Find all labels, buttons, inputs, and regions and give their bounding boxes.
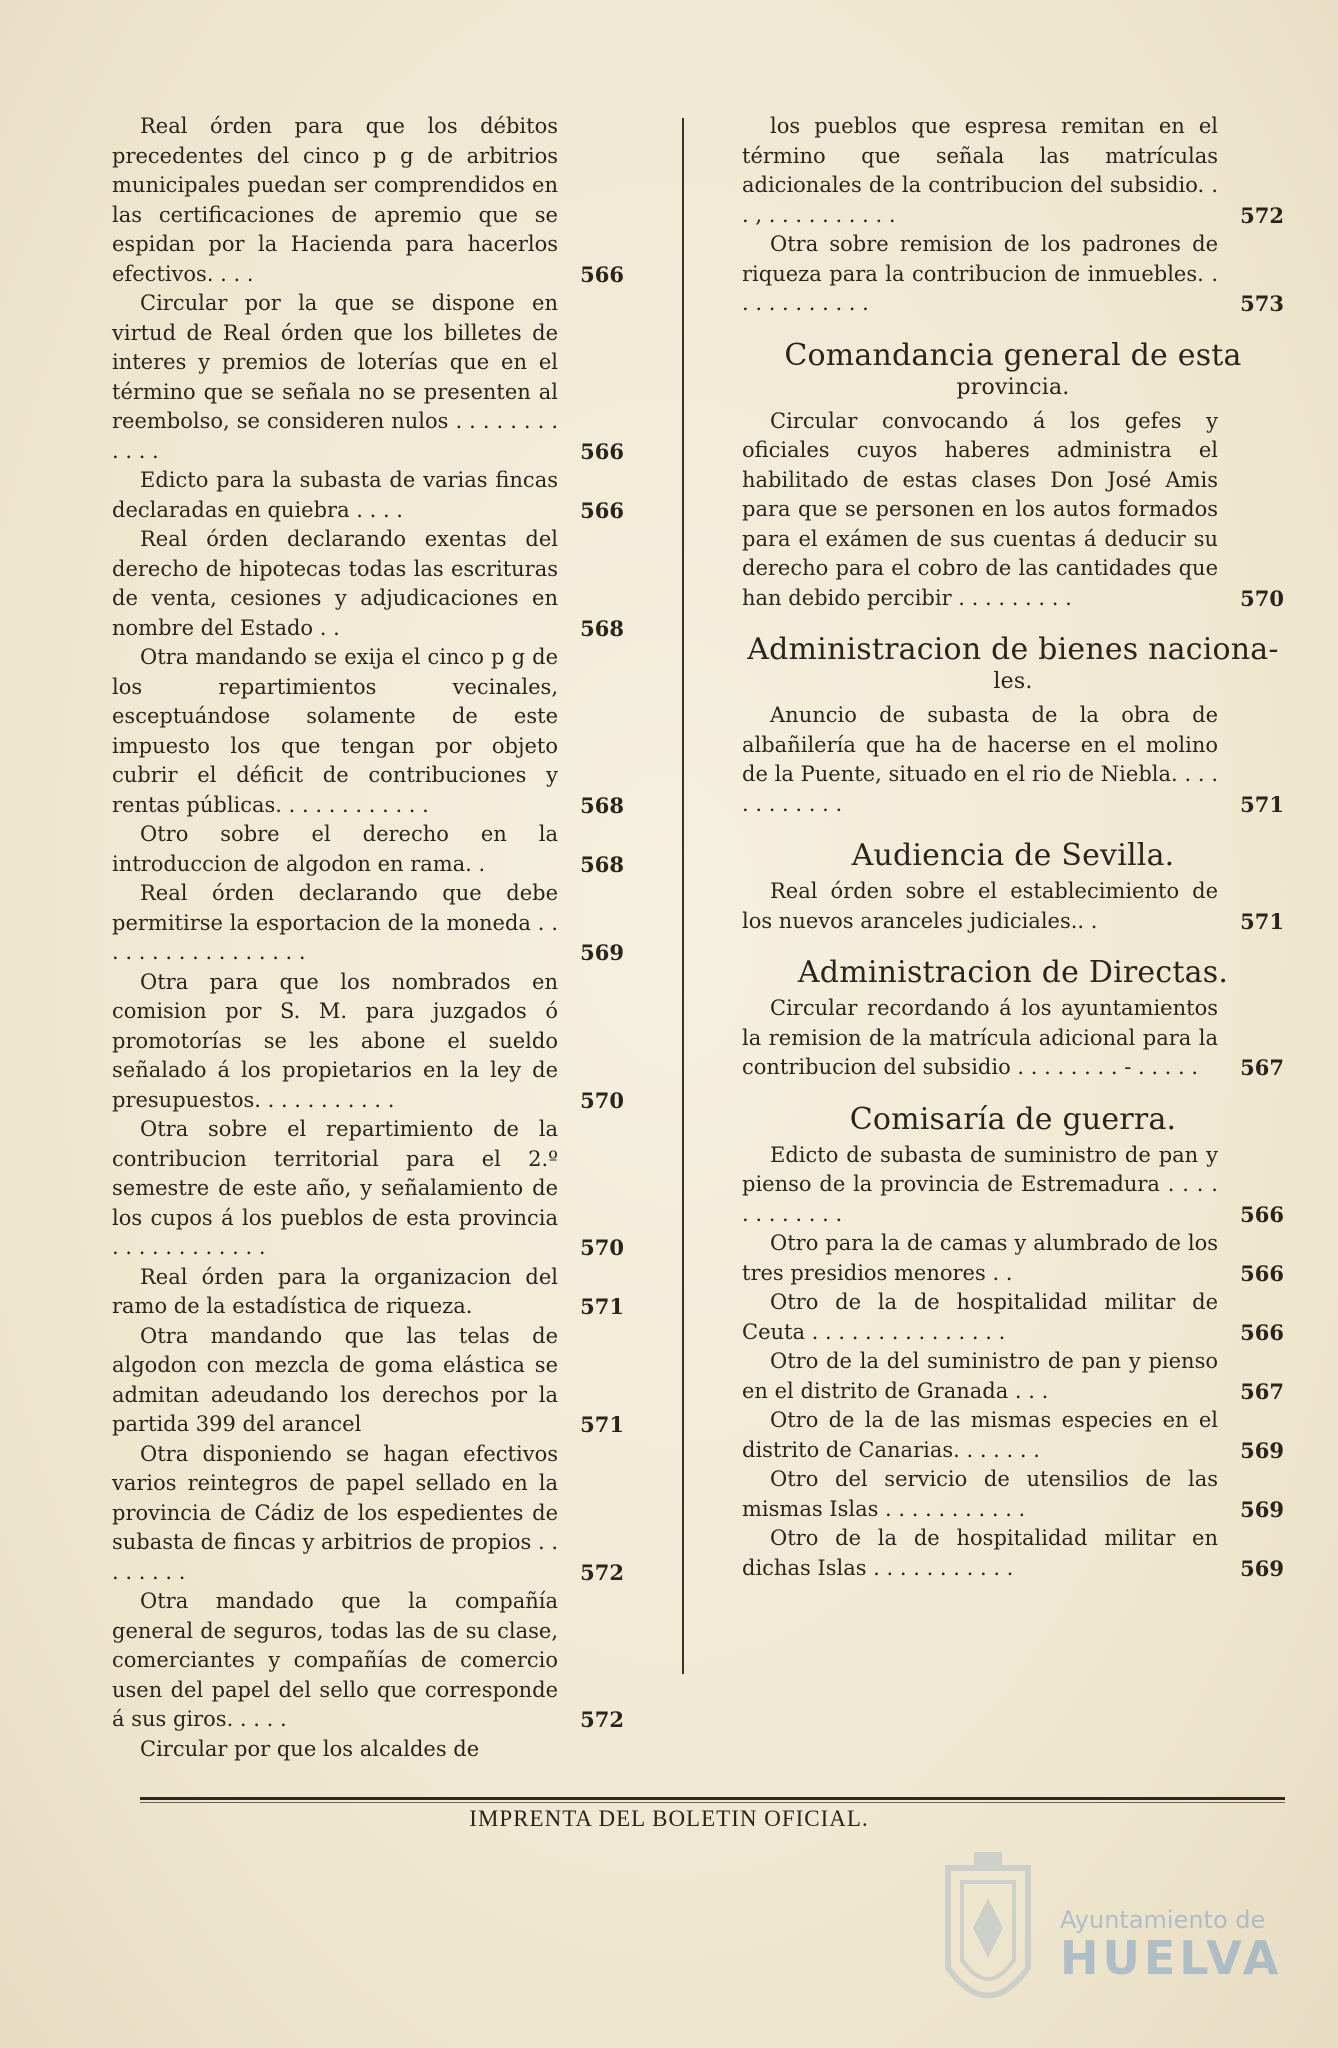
- entry-text: Anuncio de subasta de la obra de albañilería que ha de hacerse en el molino de la Puente, situado en el rio de Niebla. . . . . . . . . . . .: [742, 703, 1218, 816]
- section-heading-text: Comandancia general de esta: [784, 337, 1242, 373]
- index-entry: [742, 1347, 1284, 1406]
- index-entry: [742, 877, 1284, 936]
- section-heading: [742, 633, 1284, 697]
- entry-text: Otra mandando se exija el cinco p g de los repartimientos vecinales, esceptuándose solamente de este impuesto los que tengan por objeto cubrir el déficit de contribuciones y rentas públicas. . . . . . . . . . . .: [112, 645, 558, 817]
- section-heading: [742, 839, 1284, 873]
- page-number: 569: [580, 940, 624, 965]
- section-heading-text: Administracion de bienes naciona-: [747, 632, 1279, 667]
- index-entry: [742, 994, 1284, 1083]
- page-number: 573: [1240, 291, 1284, 316]
- entry-text: Otro para la de camas y alumbrado de los tres presidios menores . .: [742, 1231, 1218, 1285]
- page-number: 566: [1240, 1260, 1284, 1286]
- index-entry: [112, 879, 624, 968]
- page-number: 566: [580, 261, 624, 287]
- section-heading-text: Audiencia de Sevilla.: [851, 838, 1175, 873]
- entry-text: Circular convocando á los gefes y oficiales cuyos haberes administra el habilitado de estas clases Don José Amis para que se personen en los autos formados para el exámen de sus cuentas á deducir su derecho para el cobro de las cantidades que han debido percibir . . . . . . . . .: [742, 408, 1218, 610]
- watermark-line2: HUELVA: [1060, 1931, 1283, 1985]
- page-number: 567: [1240, 1055, 1284, 1080]
- index-entry: [112, 1440, 624, 1588]
- section-heading-text: Administracion de Directas.: [797, 955, 1229, 990]
- index-entry: [112, 289, 624, 466]
- index-entry: [742, 407, 1284, 614]
- index-entry: [742, 1406, 1284, 1465]
- index-entry: [742, 1288, 1284, 1347]
- page-number: 570: [1240, 585, 1284, 611]
- entry-text: Otra disponiendo se hagan efectivos varios reintegros de papel sellado en la provincia de Cádiz de los espedientes de subasta de fincas y arbitrios de propios . . . . . . . .: [112, 1441, 558, 1584]
- page-number: 569: [1240, 1437, 1284, 1463]
- page-number: 569: [1240, 1496, 1284, 1522]
- page-number: 569: [1240, 1555, 1284, 1581]
- section-subheading: les.: [993, 669, 1033, 694]
- page-number: 568: [580, 615, 624, 641]
- entry-text: Circular recordando á los ayuntamientos la remision de la matrícula adicional para la contribucion del subsidio . . . . . . . . - . . . . .: [742, 996, 1218, 1079]
- page-number: 566: [1240, 1201, 1284, 1227]
- index-entry: [112, 1263, 624, 1322]
- entry-text: los pueblos que espresa remitan en el término que señala las matrículas adicionales de la contribucion del subsidio. . . , . . . . . . . . . .: [742, 114, 1218, 227]
- entry-text: Real órden para la organizacion del ramo de la estadística de riqueza.: [112, 1264, 558, 1318]
- entry-text: Real órden sobre el establecimiento de los nuevos aranceles judiciales.. .: [742, 879, 1218, 933]
- entry-text: Real órden declarando que debe permitirse la esportacion de la moneda . . . . . . . . . . . . . . . . .: [112, 881, 558, 964]
- section-heading: [742, 339, 1284, 403]
- entry-text: Otra mandado que la compañía general de seguros, todas las de su clase, comerciantes y compañías de comercio usen del papel del sello que corresponde á sus giros. . . . .: [112, 1589, 558, 1731]
- entry-text: Circular por que los alcaldes de: [140, 1736, 480, 1761]
- entry-text: Edicto para la subasta de varias fincas declaradas en quiebra . . . .: [112, 468, 558, 522]
- entry-text: Real órden para que los débitos precedentes del cinco p g de arbitrios municipales puedan ser comprendidos en las certificaciones de apremio que se espidan por la Hacienda para hacerlos efectivos. . . .: [112, 114, 558, 286]
- footer-rule-thin: [140, 1802, 1285, 1803]
- index-entry: [112, 525, 624, 643]
- city-crest-icon: [928, 1848, 1048, 2028]
- entry-text: Otro de la de hospitalidad militar en dichas Islas . . . . . . . . . . .: [742, 1526, 1218, 1580]
- footer-rule: [140, 1797, 1285, 1800]
- page-number: 571: [580, 1412, 624, 1437]
- index-entry: [742, 701, 1284, 819]
- index-entry: [112, 643, 624, 820]
- page-number: 567: [1240, 1378, 1284, 1404]
- page-number: 572: [580, 1559, 624, 1585]
- page-number: 570: [580, 1087, 624, 1113]
- index-entry: [112, 968, 624, 1116]
- page-number: 571: [1240, 908, 1284, 934]
- page-number: 572: [580, 1707, 624, 1732]
- index-entry: [112, 466, 624, 525]
- page-number: 571: [1240, 791, 1284, 817]
- imprint-line: IMPRENTA DEL BOLETIN OFICIAL.: [469, 1806, 869, 1831]
- index-entry: [742, 230, 1284, 319]
- index-entry: [112, 1587, 624, 1735]
- entry-text: Otro sobre el derecho en la introduccion de algodon en rama. .: [112, 822, 558, 876]
- watermark-line1: Ayuntamiento de: [1060, 1906, 1266, 1934]
- section-heading: [742, 956, 1284, 990]
- left-column: [112, 112, 624, 1764]
- index-entry: [112, 820, 624, 879]
- index-entry: [112, 1322, 624, 1440]
- entry-text: Otra para que los nombrados en comision por S. M. para juzgados ó promotorías se les abone el sueldo señalado á los propietarios en la ley de presupuestos. . . . . . . . . . .: [112, 969, 558, 1112]
- index-entry: [742, 112, 1284, 230]
- entry-text: Circular por la que se dispone en virtud de Real órden que los billetes de interes y premios de loterías que en el término que se señala no se presenten al reembolso, se consideren nulos . . . . . . . . . . . .: [112, 291, 558, 463]
- section-subheading: provincia.: [956, 374, 1070, 400]
- entry-text: Edicto de subasta de suministro de pan y pienso de la provincia de Estremadura . . . . . . . . . . . .: [742, 1142, 1218, 1226]
- page-number: 568: [580, 851, 624, 877]
- entry-text: Otro de la de las mismas especies en el distrito de Canarias. . . . . . .: [742, 1408, 1218, 1462]
- column-divider: [682, 118, 684, 1674]
- page-number: 566: [1240, 1319, 1284, 1345]
- section-heading: [742, 1103, 1284, 1137]
- page-number: 568: [580, 792, 624, 818]
- page-number: 572: [1240, 202, 1284, 228]
- page-number: 570: [580, 1235, 624, 1260]
- entry-text: Otra sobre el repartimiento de la contribucion territorial para el 2.º semestre de este año, y señalamiento de los cupos á los pueblos de esta provincia . . . . . . . . . . . .: [112, 1117, 558, 1259]
- right-column: [742, 112, 1284, 1583]
- entry-text: Otra mandando que las telas de algodon con mezcla de goma elástica se admitan adeudando los derechos por la partida 399 del arancel: [112, 1323, 558, 1436]
- watermark-text: [1060, 1906, 1283, 1985]
- section-heading-text: Comisaría de guerra.: [849, 1101, 1177, 1137]
- index-entry: [112, 112, 624, 289]
- page-number: 566: [580, 497, 624, 523]
- index-entry: [112, 1115, 624, 1263]
- index-entry: [742, 1141, 1284, 1230]
- page-number: 566: [580, 438, 624, 464]
- entry-text: Otra sobre remision de los padrones de riqueza para la contribucion de inmuebles. . . . . . . . . . . .: [742, 232, 1218, 315]
- page-number: 571: [580, 1294, 624, 1319]
- index-entry: [742, 1465, 1284, 1524]
- entry-text: Otro de la del suministro de pan y pienso en el distrito de Granada . . .: [742, 1349, 1218, 1403]
- index-entry: [742, 1229, 1284, 1288]
- entry-text: Otro de la de hospitalidad militar de Ceuta . . . . . . . . . . . . . . .: [742, 1290, 1218, 1344]
- entry-text: Otro del servicio de utensilios de las mismas Islas . . . . . . . . . . .: [742, 1467, 1218, 1521]
- index-entry: [742, 1524, 1284, 1583]
- index-entry: [112, 1735, 624, 1765]
- entry-text: Real órden declarando exentas del derecho de hipotecas todas las escrituras de venta, cesiones y adjudicaciones en nombre del Estado . .: [112, 527, 558, 640]
